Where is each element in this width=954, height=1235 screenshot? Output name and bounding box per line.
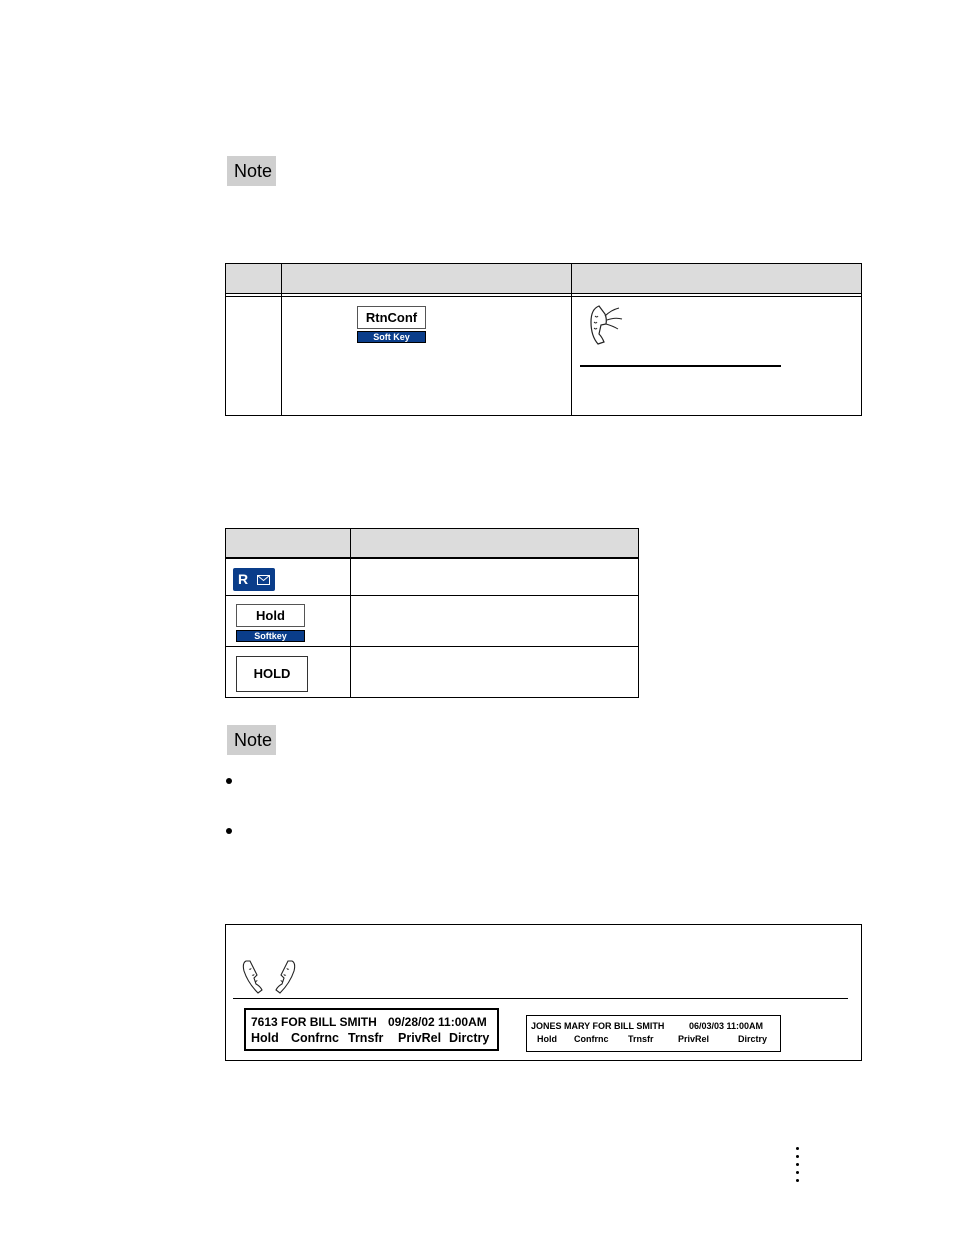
display-b-line1-right: 06/03/03 11:00AM [689, 1021, 764, 1031]
softkey-tag: Softkey [236, 630, 305, 642]
envelope-icon [257, 575, 270, 585]
dot [796, 1163, 799, 1166]
bullet [226, 778, 232, 784]
display-a-key-privrel: PrivRel [398, 1031, 442, 1045]
display-a-key-trnsfr: Trnsfr [348, 1031, 384, 1045]
display-b-key-dirctry: Dirctry [738, 1034, 768, 1044]
display-screen-a [244, 1008, 499, 1051]
header-rule [226, 293, 861, 294]
note-label: Note [227, 725, 276, 755]
note-label: Note [227, 156, 276, 186]
soft-key-tag: Soft Key [357, 331, 426, 343]
display-a-key-confrnc: Confrnc [291, 1031, 339, 1045]
display-b-key-privrel: PrivRel [678, 1034, 710, 1044]
display-b-key-confrnc: Confrnc [574, 1034, 609, 1044]
figure-rule [233, 998, 848, 999]
display-b-key-trnsfr: Trnsfr [628, 1034, 654, 1044]
column-divider [571, 264, 572, 415]
r-letter: R [238, 571, 249, 587]
dot [796, 1147, 799, 1150]
display-figure [225, 924, 862, 1061]
dot [796, 1155, 799, 1158]
display-a-line1-right: 09/28/02 11:00AM [388, 1015, 487, 1029]
handset-off-hook-icon [585, 302, 629, 348]
column-divider [281, 264, 282, 415]
indicator-table-header [226, 529, 638, 557]
header-rule [226, 296, 861, 297]
handsets-icon [241, 957, 297, 997]
steps-table-header [226, 264, 861, 293]
dot [796, 1171, 799, 1174]
display-a-line1-left: 7613 FOR BILL SMITH [251, 1015, 377, 1029]
signature-line [580, 365, 781, 367]
display-b-key-hold: Hold [537, 1034, 557, 1044]
row-divider [226, 595, 638, 596]
hold-softkey: Hold [236, 604, 305, 627]
bullet [226, 828, 232, 834]
header-rule [226, 557, 638, 559]
dot [796, 1179, 799, 1182]
row-divider [226, 646, 638, 647]
display-a-key-hold: Hold [251, 1031, 279, 1045]
display-a-key-dirctry: Dirctry [449, 1031, 490, 1045]
hold-button: HOLD [236, 656, 308, 692]
display-screen-b [526, 1015, 781, 1052]
display-b-line1-left: JONES MARY FOR BILL SMITH [531, 1021, 665, 1031]
column-divider [350, 529, 351, 697]
rtnconf-softkey: RtnConf [357, 306, 426, 329]
message-indicator [233, 568, 275, 591]
